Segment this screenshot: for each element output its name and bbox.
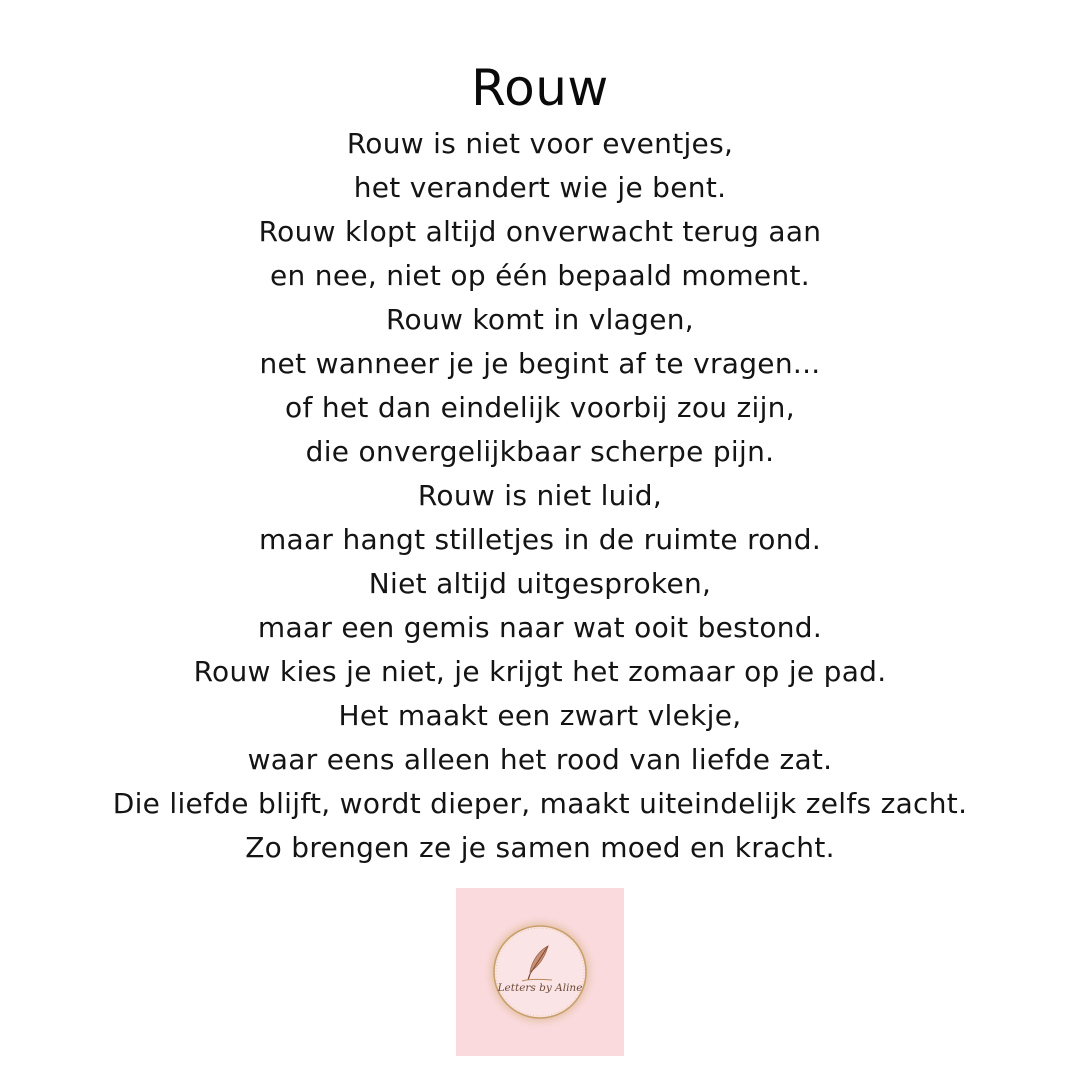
poem-line: net wanneer je je begint af te vragen...	[259, 347, 821, 380]
poem-line: Het maakt een zwart vlekje,	[338, 699, 742, 732]
logo-emblem	[456, 888, 624, 1056]
poem-line: maar hangt stilletjes in de ruimte rond.	[258, 523, 822, 556]
poem-line: Zo brengen ze je samen moed en kracht.	[245, 831, 835, 864]
logo-text: Letters by Aline	[497, 982, 583, 994]
poem-line: Rouw kies je niet, je krijgt het zomaar op je pad.	[193, 655, 887, 688]
brand-logo	[456, 888, 624, 1056]
logo-ring	[494, 926, 586, 1018]
poem-title: Rouw	[471, 58, 609, 117]
poem-line: die onvergelijkbaar scherpe pijn.	[305, 435, 775, 468]
poem-line: Rouw is niet luid,	[417, 479, 663, 512]
poem-line: het verandert wie je bent.	[353, 171, 727, 204]
poem-line: Die liefde blijft, wordt dieper, maakt uiteindelijk zelfs zacht.	[112, 787, 968, 820]
poem-body	[0, 122, 1080, 870]
poem-line: waar eens alleen het rood van liefde zat.	[247, 743, 833, 776]
poem-line: of het dan eindelijk voorbij zou zijn,	[285, 391, 795, 424]
poem-line: Rouw is niet voor eventjes,	[346, 127, 734, 160]
poem-line: Rouw komt in vlagen,	[386, 303, 694, 336]
poem-line: en nee, niet op één bepaald moment.	[270, 259, 810, 292]
poem-line: Niet altijd uitgesproken,	[368, 567, 712, 600]
poem-line: maar een gemis naar wat ooit bestond.	[257, 611, 823, 644]
poem-line: Rouw klopt altijd onverwacht terug aan	[258, 215, 822, 248]
